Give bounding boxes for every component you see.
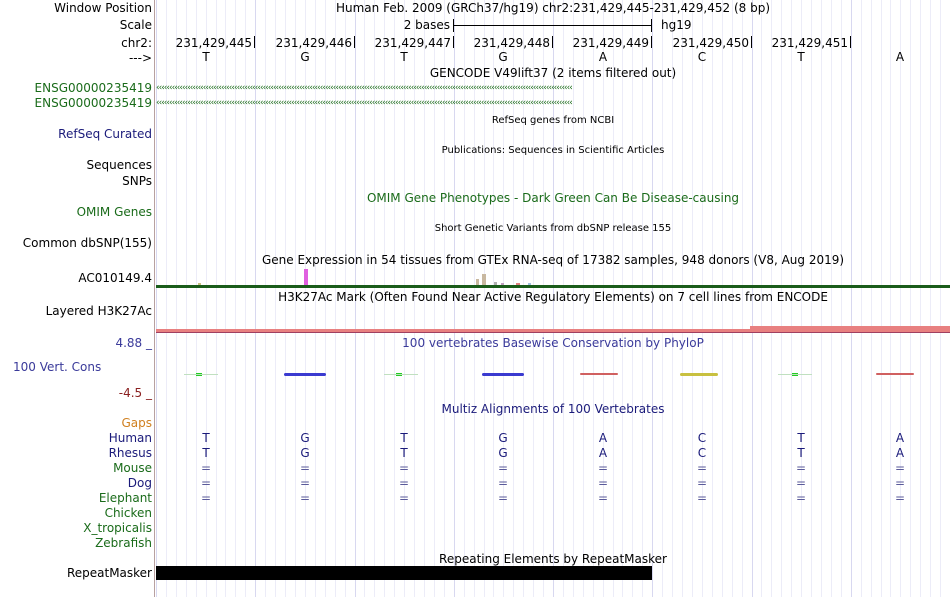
multiz-title: Multiz Alignments of 100 Vertebrates xyxy=(441,402,665,416)
alignment-base: T xyxy=(202,446,210,460)
base-letter: C xyxy=(697,50,707,64)
alignment-base: A xyxy=(598,431,608,445)
alignment-base: T xyxy=(400,446,408,460)
refseq-title: RefSeq genes from NCBI xyxy=(491,115,615,126)
coordinate-tick xyxy=(651,36,652,48)
coordinate-tick xyxy=(751,36,752,48)
base-letter: A xyxy=(598,50,608,64)
species-label[interactable]: Rhesus xyxy=(108,446,152,460)
label-divider xyxy=(154,0,155,597)
alignment-base: = xyxy=(299,461,311,475)
coordinate-label: 231,429,446 xyxy=(275,36,352,50)
alignment-base: = xyxy=(795,491,807,505)
alignment-base: T xyxy=(400,431,408,445)
scale-label: Scale xyxy=(119,18,152,32)
base-letter: A xyxy=(895,50,905,64)
coordinate-label: 231,429,445 xyxy=(175,36,252,50)
alignment-base: T xyxy=(797,446,805,460)
alignment-base: = xyxy=(696,461,708,475)
alignment-base: = xyxy=(299,476,311,490)
phylop-max-label: 4.88 _ xyxy=(115,336,152,350)
coordinate-tick xyxy=(453,36,454,48)
alignment-base: = xyxy=(200,476,212,490)
gencode-gene-feature[interactable]: ‹‹‹‹‹‹‹‹‹‹‹‹‹‹‹‹‹‹‹‹‹‹‹‹‹‹‹‹‹‹‹‹‹‹‹‹‹‹‹‹‹‹‹‹‹‹‹‹‹‹‹‹‹‹‹‹‹‹‹‹‹‹‹‹‹‹‹‹‹‹‹‹‹‹‹‹‹‹‹‹‹‹‹‹‹‹‹‹‹‹‹‹‹‹‹‹‹‹‹‹‹‹‹‹‹‹‹‹‹‹‹‹‹‹‹‹‹‹‹‹‹‹‹‹‹‹‹‹‹‹‹‹‹‹‹‹‹‹‹‹‹‹‹‹‹‹‹‹‹‹‹‹‹‹‹‹‹‹‹‹ xyxy=(156,98,572,108)
base-letter: T xyxy=(400,50,408,64)
h3k27ac-signal[interactable] xyxy=(156,326,950,334)
gencode-gene-feature[interactable]: ‹‹‹‹‹‹‹‹‹‹‹‹‹‹‹‹‹‹‹‹‹‹‹‹‹‹‹‹‹‹‹‹‹‹‹‹‹‹‹‹‹‹‹‹‹‹‹‹‹‹‹‹‹‹‹‹‹‹‹‹‹‹‹‹‹‹‹‹‹‹‹‹‹‹‹‹‹‹‹‹‹‹‹‹‹‹‹‹‹‹‹‹‹‹‹‹‹‹‹‹‹‹‹‹‹‹‹‹‹‹‹‹‹‹‹‹‹‹‹‹‹‹‹‹‹‹‹‹‹‹‹‹‹‹‹‹‹‹‹‹‹‹‹‹‹‹‹‹‹‹‹‹‹‹‹‹‹‹‹‹ xyxy=(156,83,572,93)
alignment-base: = xyxy=(497,491,509,505)
gtex-bar xyxy=(304,269,308,285)
alignment-base: = xyxy=(696,476,708,490)
alignment-base: A xyxy=(895,431,905,445)
snps-label[interactable]: SNPs xyxy=(122,174,152,188)
alignment-base: T xyxy=(797,431,805,445)
refseq-label[interactable]: RefSeq Curated xyxy=(58,127,152,141)
alignment-base: = xyxy=(696,491,708,505)
alignment-base: = xyxy=(597,491,609,505)
alignment-base: = xyxy=(597,461,609,475)
alignment-base: = xyxy=(497,461,509,475)
phylop-signal[interactable] xyxy=(156,370,950,380)
species-label[interactable]: Human xyxy=(108,431,152,445)
base-letter: T xyxy=(202,50,210,64)
species-label[interactable]: Chicken xyxy=(104,506,152,520)
gtex-expression-track[interactable] xyxy=(156,268,950,288)
alignment-base: = xyxy=(894,461,906,475)
alignment-base: = xyxy=(398,491,410,505)
alignment-base: = xyxy=(200,491,212,505)
alignment-base: G xyxy=(498,446,508,460)
species-label[interactable]: X_tropicalis xyxy=(83,521,152,535)
coordinate-tick xyxy=(354,36,355,48)
species-label[interactable]: Mouse xyxy=(113,461,152,475)
coordinate-label: 231,429,447 xyxy=(374,36,451,50)
scale-bar xyxy=(453,18,652,32)
repeatmasker-label[interactable]: RepeatMasker xyxy=(66,566,152,580)
alignment-base: G xyxy=(498,431,508,445)
species-label[interactable]: Dog xyxy=(127,476,152,490)
window-position-label: Window Position xyxy=(54,1,152,15)
phylop-min-label: -4.5 _ xyxy=(118,386,152,400)
gtex-bar xyxy=(482,274,486,285)
base-letter: T xyxy=(797,50,805,64)
coordinate-label: 231,429,449 xyxy=(572,36,649,50)
chrom-label: chr2: xyxy=(121,36,152,50)
alignment-base: = xyxy=(894,476,906,490)
strand-label: ---> xyxy=(128,51,152,65)
coordinate-tick xyxy=(552,36,553,48)
scale-text: 2 bases xyxy=(403,18,450,32)
alignment-base: = xyxy=(497,476,509,490)
gtex-baseline xyxy=(156,285,950,288)
coordinate-tick xyxy=(254,36,255,48)
coordinate-tick xyxy=(850,36,851,48)
alignment-base: A xyxy=(598,446,608,460)
coordinate-label: 231,429,451 xyxy=(771,36,848,50)
species-label[interactable]: Zebrafish xyxy=(95,536,152,550)
alignment-base: A xyxy=(895,446,905,460)
alignment-base: = xyxy=(398,476,410,490)
alignment-base: = xyxy=(299,491,311,505)
omim-label[interactable]: OMIM Genes xyxy=(76,205,152,219)
repeatmasker-title: Repeating Elements by RepeatMasker xyxy=(439,552,667,566)
alignment-base: C xyxy=(697,446,707,460)
alignment-base: G xyxy=(300,431,310,445)
gencode-title: GENCODE V49lift37 (2 items filtered out) xyxy=(429,66,677,80)
base-letter: G xyxy=(498,50,508,64)
publications-title: Publications: Sequences in Scientific Articles xyxy=(441,145,665,156)
scale-assembly: hg19 xyxy=(661,18,692,32)
alignment-base: G xyxy=(300,446,310,460)
gtex-label[interactable]: AC010149.4 xyxy=(78,271,152,285)
coordinate-label: 231,429,450 xyxy=(672,36,749,50)
dbsnp-label[interactable]: Common dbSNP(155) xyxy=(22,236,152,250)
gencode-item-label[interactable]: ENSG00000235419 xyxy=(34,96,152,110)
phylop-title: 100 vertebrates Basewise Conservation by PhyloP xyxy=(402,336,704,350)
alignment-base: = xyxy=(200,461,212,475)
dbsnp-title: Short Genetic Variants from dbSNP release 155 xyxy=(434,223,672,234)
gencode-item-label[interactable]: ENSG00000235419 xyxy=(34,81,152,95)
h3k27ac-label[interactable]: Layered H3K27Ac xyxy=(45,304,152,318)
alignment-base: = xyxy=(597,476,609,490)
alignment-base: = xyxy=(795,476,807,490)
alignment-base: C xyxy=(697,431,707,445)
base-letter: G xyxy=(300,50,310,64)
phylop-label[interactable]: 100 Vert. Cons xyxy=(13,360,102,374)
omim-title: OMIM Gene Phenotypes - Dark Green Can Be Disease-causing xyxy=(366,191,740,205)
alignment-base: = xyxy=(795,461,807,475)
species-label[interactable]: Elephant xyxy=(98,491,152,505)
alignment-base: = xyxy=(894,491,906,505)
alignment-base: = xyxy=(398,461,410,475)
multiz-gaps-label: Gaps xyxy=(121,416,152,430)
window-title[interactable]: Human Feb. 2009 (GRCh37/hg19) chr2:231,429,445-231,429,452 (8 bp) xyxy=(335,1,770,15)
gtex-title: Gene Expression in 54 tissues from GTEx RNA-seq of 17382 samples, 948 donors (V8, Aug 2019) xyxy=(261,253,845,267)
publications-label[interactable]: Sequences xyxy=(86,158,152,172)
alignment-base: T xyxy=(202,431,210,445)
h3k27ac-title: H3K27Ac Mark (Often Found Near Active Regulatory Elements) on 7 cell lines from ENCODE xyxy=(278,290,828,304)
repeatmasker-element[interactable] xyxy=(156,566,652,580)
coordinate-label: 231,429,448 xyxy=(473,36,550,50)
